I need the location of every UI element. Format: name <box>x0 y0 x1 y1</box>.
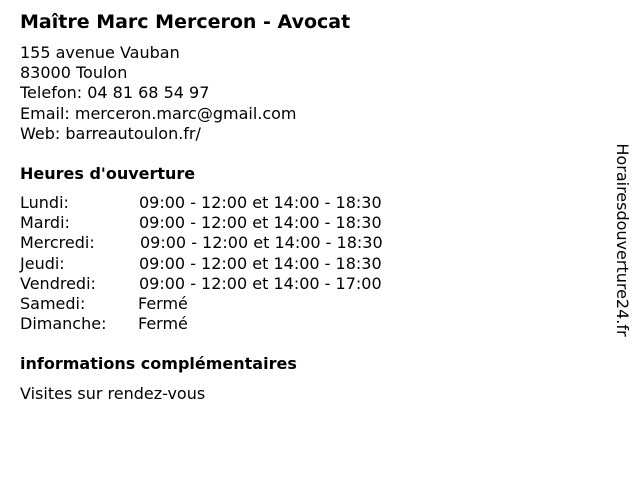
hours-day: Mercredi: <box>20 233 95 253</box>
hours-day: Lundi: <box>20 193 69 212</box>
hours-time: 09:00 - 12:00 et 14:00 - 18:30 <box>140 233 383 253</box>
hours-time: 09:00 - 12:00 et 14:00 - 18:30 <box>139 193 382 212</box>
hours-time: 09:00 - 12:00 et 14:00 - 18:30 <box>139 213 382 233</box>
hours-time: Fermé <box>138 314 188 334</box>
watermark-text: Horairesdouverture24.fr <box>613 143 632 337</box>
hours-time: 09:00 - 12:00 et 14:00 - 18:30 <box>139 253 382 273</box>
business-name: Maître Marc Merceron - Avocat <box>20 11 351 33</box>
web-line: Web: barreautoulon.fr/ <box>20 123 201 143</box>
hours-time: 09:00 - 12:00 et 14:00 - 17:00 <box>139 273 382 293</box>
phone-line: Telefon: 04 81 68 54 97 <box>20 83 210 103</box>
hours-time: Fermé <box>138 293 188 313</box>
contact-block <box>20 43 297 144</box>
hours-day: Vendredi: <box>20 273 96 293</box>
address-city: 83000 Toulon <box>20 63 128 83</box>
address-street: 155 avenue Vauban <box>20 43 180 62</box>
hours-heading: Heures d'ouverture <box>20 164 196 183</box>
hours-day: Dimanche: <box>20 314 107 334</box>
email-line: Email: merceron.marc@gmail.com <box>20 103 297 123</box>
info-heading: informations complémentaires <box>20 354 297 373</box>
info-text: Visites sur rendez-vous <box>20 384 206 403</box>
hours-day: Samedi: <box>20 293 86 313</box>
hours-day: Mardi: <box>20 213 70 233</box>
hours-day: Jeudi: <box>20 253 65 273</box>
